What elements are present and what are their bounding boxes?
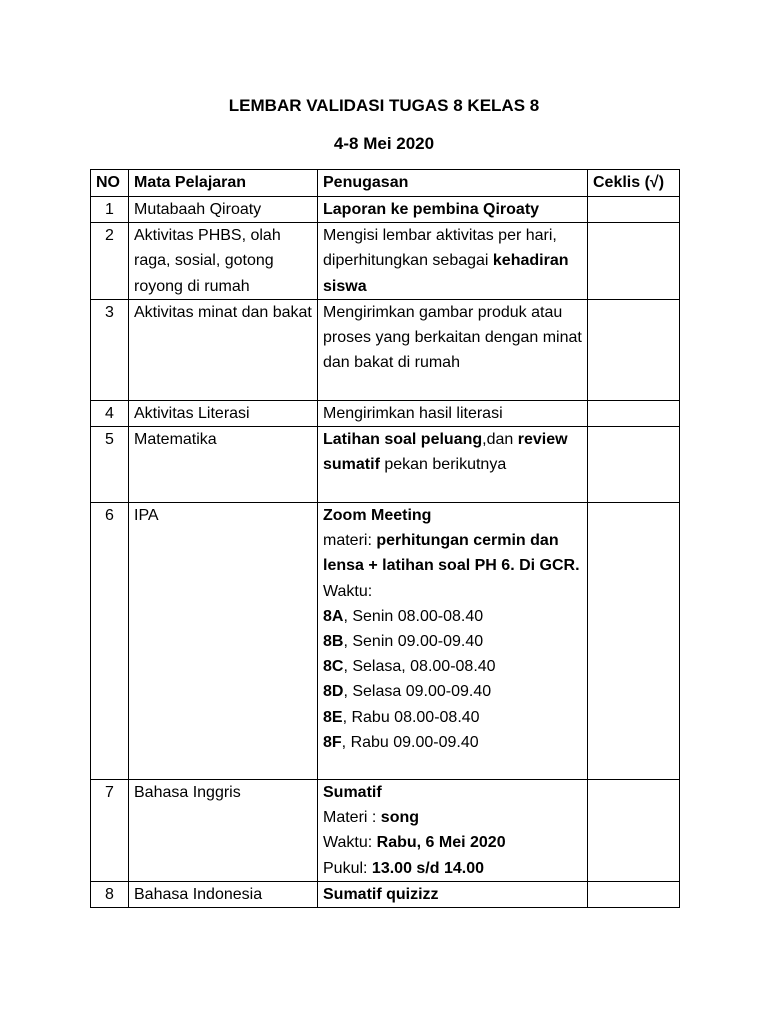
task-paragraph [323,427,582,477]
task-paragraph [323,705,582,730]
task-text-bold: Zoom Meeting [323,507,432,525]
row-number: 1 [91,197,129,223]
row-checkbox-cell[interactable] [588,197,680,223]
task-paragraph [323,528,582,578]
row-task [318,223,588,300]
task-text-bold: Sumatif quizizz [323,885,439,903]
row-task [318,427,588,503]
task-paragraph [323,679,582,704]
row-task [318,503,588,780]
row-number: 6 [91,503,129,780]
row-subject: Matematika [129,427,318,503]
row-task [318,299,588,400]
row-number: 2 [91,223,129,300]
task-paragraph [323,197,582,222]
task-text-bold: Laporan ke pembina Qiroaty [323,201,540,218]
task-text-bold: 8E [323,708,343,726]
task-paragraph [323,882,582,907]
task-paragraph [323,629,582,654]
task-text: Pukul: [323,859,372,877]
task-text: , Rabu 09.00-09.40 [341,733,479,751]
task-text: , Rabu 08.00-08.40 [342,708,480,726]
row-checkbox-cell[interactable] [588,780,680,882]
task-text-bold: 8C [323,658,344,676]
task-text-bold: Rabu, 6 Mei 2020 [376,834,506,852]
table-row [91,400,680,426]
task-text-bold: 13.00 s/d 14.00 [371,859,485,877]
task-text: materi: [323,532,377,550]
task-text: , Senin 08.00-08.40 [343,607,484,625]
row-task [318,881,588,907]
task-text: , Selasa 09.00-09.40 [343,683,492,701]
header-task: Penugasan [318,170,588,197]
task-text-bold: kehadiran siswa [323,252,569,295]
header-no: NO [91,170,129,197]
header-check: Ceklis (√) [588,170,680,197]
task-text-bold: Latihan soal peluang [323,431,483,449]
task-paragraph [323,579,582,604]
task-paragraph [323,730,582,755]
row-checkbox-cell[interactable] [588,400,680,426]
task-text: ,dan [482,431,518,449]
task-text-bold: perhitungan cermin dan lensa + latihan soal PH 6. Di GCR. [323,532,580,575]
row-number: 5 [91,427,129,503]
task-paragraph [323,503,582,528]
row-subject: Aktivitas minat dan bakat [129,299,318,400]
task-paragraph [323,654,582,679]
row-subject: IPA [129,503,318,780]
task-paragraph [323,604,582,629]
table-row [91,197,680,223]
row-subject: Mutabaah Qiroaty [129,197,318,223]
task-paragraph [323,780,582,805]
row-subject: Bahasa Inggris [129,780,318,882]
row-subject: Aktivitas Literasi [129,400,318,426]
task-text-bold: 8D [323,683,344,701]
task-text: Mengirimkan gambar produk atau proses yang berkaitan dengan minat dan bakat di rumah [323,303,582,372]
table-row [91,427,680,503]
task-text: pekan berikutnya [379,456,507,474]
task-paragraph [323,223,582,299]
document-title: LEMBAR VALIDASI TUGAS 8 KELAS 8 [228,96,540,115]
row-checkbox-cell[interactable] [588,299,680,400]
row-number: 4 [91,400,129,426]
task-text-bold: song [380,809,420,827]
table-row [91,881,680,907]
row-number: 8 [91,881,129,907]
row-subject: Bahasa Indonesia [129,881,318,907]
task-text: Waktu: [323,582,373,600]
task-paragraph [323,830,582,855]
row-task [318,780,588,882]
task-paragraph [323,805,582,830]
row-checkbox-cell[interactable] [588,427,680,503]
task-text-bold: 8B [323,633,344,651]
row-number: 3 [91,299,129,400]
task-text: , Selasa, 08.00-08.40 [343,658,496,676]
task-paragraph [323,401,582,426]
row-checkbox-cell[interactable] [588,881,680,907]
table-row [91,223,680,300]
row-task [318,197,588,223]
row-number: 7 [91,780,129,882]
header-subject: Mata Pelajaran [129,170,318,197]
table-body [91,197,680,908]
task-text: Waktu: [323,834,377,852]
task-paragraph [323,856,582,881]
table-header-row [91,170,680,197]
task-text: , Senin 09.00-09.40 [343,633,484,651]
row-checkbox-cell[interactable] [588,223,680,300]
table-row [91,780,680,882]
row-task [318,400,588,426]
task-text-bold: 8A [323,607,344,625]
task-text-bold: Sumatif [323,784,382,802]
table-row [91,503,680,780]
table-row [91,299,680,400]
task-text: Materi : [323,809,381,827]
document-date: 4-8 Mei 2020 [333,134,435,153]
task-paragraph [323,300,582,376]
task-validation-table [90,169,680,908]
task-text: Mengisi lembar aktivitas per hari, diperhitungkan sebagai [323,227,557,270]
task-text: Mengirimkan hasil literasi [323,404,503,422]
row-subject: Aktivitas PHBS, olah raga, sosial, gotong royong di rumah [129,223,318,300]
task-text-bold: review sumatif [323,431,568,474]
task-text-bold: 8F [323,733,342,751]
row-checkbox-cell[interactable] [588,503,680,780]
